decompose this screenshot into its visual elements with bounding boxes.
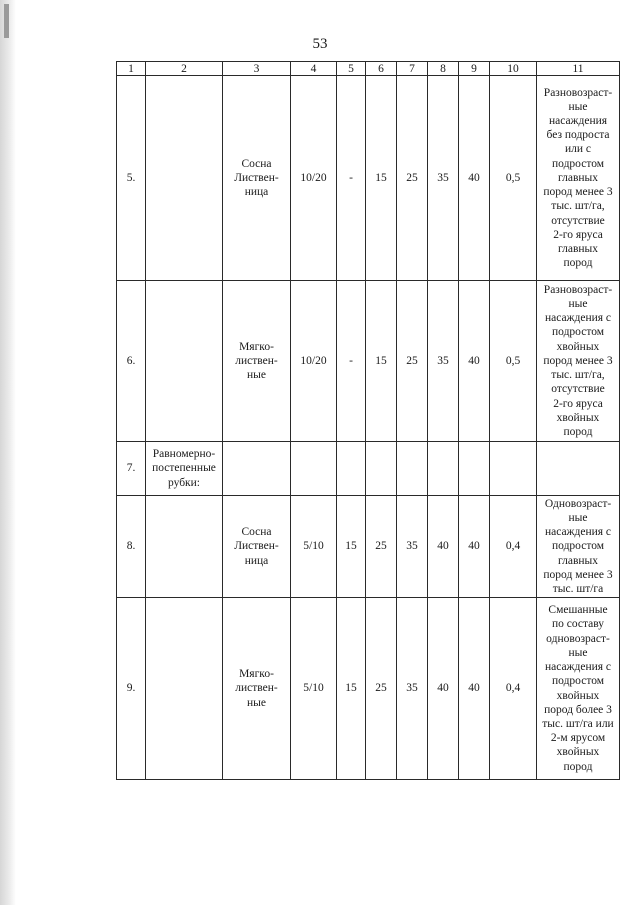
species-line: Сосна xyxy=(241,157,272,170)
note-line: пород более 3 xyxy=(544,703,612,716)
note-line: пород xyxy=(563,257,593,270)
value-cell: 0,4 xyxy=(490,496,537,598)
species-line: Мягко- xyxy=(239,668,274,681)
header-cell-10: 10 xyxy=(490,62,537,76)
row-number: 8. xyxy=(117,496,146,598)
note-line: насаждения с xyxy=(544,661,612,674)
header-cell-9: 9 xyxy=(459,62,490,76)
value-cell: 35 xyxy=(428,76,459,281)
value-cell: 40 xyxy=(459,76,490,281)
header-cell-6: 6 xyxy=(366,62,397,76)
felling-type-line: Равномерно- xyxy=(152,448,216,461)
row-number: 7. xyxy=(117,442,146,496)
note-cell xyxy=(537,281,620,442)
note-line: главных xyxy=(557,554,599,567)
species-line: Мягко- xyxy=(239,340,274,353)
species-line: ные xyxy=(247,696,266,709)
value-cell: 40 xyxy=(428,496,459,598)
note-line: ные xyxy=(568,511,588,524)
note-line: 2-м ярусом xyxy=(550,732,606,745)
note-line: насаждения с xyxy=(544,526,612,539)
table-row xyxy=(117,598,620,780)
note-line: насаждения xyxy=(548,115,608,128)
note-line: Одновозраст- xyxy=(544,497,612,510)
note-line: насаждения с xyxy=(544,312,612,325)
value-cell: 40 xyxy=(459,598,490,780)
felling-type-line: постепенные xyxy=(152,462,216,475)
scan-binding-mark xyxy=(4,4,9,38)
note-line: 2-го яруса xyxy=(553,228,603,241)
note-line: по составу xyxy=(551,618,605,631)
page-number: 53 xyxy=(312,36,328,52)
note-cell xyxy=(537,442,620,496)
header-cell-5: 5 xyxy=(337,62,366,76)
header-cell-3: 3 xyxy=(223,62,291,76)
value-cell: 25 xyxy=(397,76,428,281)
species-cell xyxy=(223,598,291,780)
note-line: подростом xyxy=(552,157,604,170)
scan-edge-shadow xyxy=(0,0,16,905)
note-line: Смешанные xyxy=(548,604,608,617)
table-row xyxy=(117,442,620,496)
note-line: главных xyxy=(557,171,599,184)
value-cell xyxy=(397,442,428,496)
note-line: подростом xyxy=(552,540,604,553)
felling-type-cell xyxy=(146,281,223,442)
note-line: отсутствие xyxy=(551,383,605,396)
row-number: 9. xyxy=(117,598,146,780)
species-line: листвен- xyxy=(235,682,278,695)
species-line: ница xyxy=(244,186,269,199)
species-line: листвен- xyxy=(235,354,278,367)
value-cell: 15 xyxy=(337,598,366,780)
note-line: главных xyxy=(557,242,599,255)
value-cell: 10/20 xyxy=(291,281,337,442)
data-table xyxy=(116,61,620,780)
value-cell: 5/10 xyxy=(291,496,337,598)
note-cell xyxy=(537,496,620,598)
species-cell xyxy=(223,76,291,281)
note-line: хвойных xyxy=(556,411,600,424)
note-line: тыс. шт/га, xyxy=(551,369,605,382)
note-line: или с xyxy=(564,143,592,156)
note-line: хвойных xyxy=(556,340,600,353)
value-cell xyxy=(337,442,366,496)
note-line: отсутствие xyxy=(551,214,605,227)
header-cell-4: 4 xyxy=(291,62,337,76)
note-line: пород менее 3 xyxy=(543,186,613,199)
value-cell: 25 xyxy=(366,496,397,598)
note-line: без подроста xyxy=(546,129,610,142)
value-cell: 25 xyxy=(397,281,428,442)
note-line: ные xyxy=(568,100,588,113)
header-cell-2: 2 xyxy=(146,62,223,76)
header-row xyxy=(117,62,620,76)
value-cell: 0,5 xyxy=(490,281,537,442)
value-cell: 0,5 xyxy=(490,76,537,281)
value-cell: 40 xyxy=(428,598,459,780)
note-line: Разновозраст- xyxy=(543,86,613,99)
note-line: хвойных xyxy=(556,746,600,759)
value-cell: - xyxy=(337,281,366,442)
row-number: 6. xyxy=(117,281,146,442)
value-cell xyxy=(459,442,490,496)
note-line: тыс. шт/га, xyxy=(551,200,605,213)
header-cell-11: 11 xyxy=(537,62,620,76)
note-line: подростом xyxy=(552,326,604,339)
species-line: Листвен- xyxy=(234,171,279,184)
table-row xyxy=(117,76,620,281)
felling-type-cell xyxy=(146,76,223,281)
value-cell: 40 xyxy=(459,281,490,442)
table-row xyxy=(117,496,620,598)
header-cell-7: 7 xyxy=(397,62,428,76)
value-cell: 15 xyxy=(337,496,366,598)
species-line: Листвен- xyxy=(234,540,279,553)
header-cell-8: 8 xyxy=(428,62,459,76)
value-cell: 35 xyxy=(397,496,428,598)
value-cell xyxy=(490,442,537,496)
species-line: ница xyxy=(244,554,269,567)
felling-type-cell xyxy=(146,442,223,496)
value-cell: 35 xyxy=(428,281,459,442)
note-line: тыс. шт/га или xyxy=(542,717,614,730)
note-line: пород менее 3 xyxy=(543,568,613,581)
note-line: пород xyxy=(563,425,593,438)
note-line: Разновозраст- xyxy=(543,283,613,296)
felling-type-cell xyxy=(146,598,223,780)
table-row xyxy=(117,281,620,442)
value-cell xyxy=(428,442,459,496)
value-cell xyxy=(366,442,397,496)
note-line: тыс. шт/га xyxy=(552,583,604,595)
value-cell: 15 xyxy=(366,76,397,281)
note-line: ные xyxy=(568,298,588,311)
header-cell-1: 1 xyxy=(117,62,146,76)
value-cell: 0,4 xyxy=(490,598,537,780)
species-cell xyxy=(223,281,291,442)
species-line: Сосна xyxy=(241,526,272,539)
note-line: пород менее 3 xyxy=(543,354,613,367)
species-line: ные xyxy=(247,369,266,382)
species-cell xyxy=(223,496,291,598)
note-line: 2-го яруса xyxy=(553,397,603,410)
value-cell xyxy=(291,442,337,496)
felling-type-line: рубки: xyxy=(168,476,200,489)
note-line: хвойных xyxy=(556,689,600,702)
value-cell: 15 xyxy=(366,281,397,442)
note-line: подростом xyxy=(552,675,604,688)
value-cell: 5/10 xyxy=(291,598,337,780)
note-line: одновозраст- xyxy=(546,632,610,645)
value-cell: - xyxy=(337,76,366,281)
value-cell: 35 xyxy=(397,598,428,780)
value-cell: 40 xyxy=(459,496,490,598)
note-line: ные xyxy=(568,646,588,659)
value-cell: 10/20 xyxy=(291,76,337,281)
species-cell xyxy=(223,442,291,496)
row-number: 5. xyxy=(117,76,146,281)
note-line: пород xyxy=(563,760,593,773)
felling-type-cell xyxy=(146,496,223,598)
value-cell: 25 xyxy=(366,598,397,780)
note-cell xyxy=(537,598,620,780)
note-cell xyxy=(537,76,620,281)
